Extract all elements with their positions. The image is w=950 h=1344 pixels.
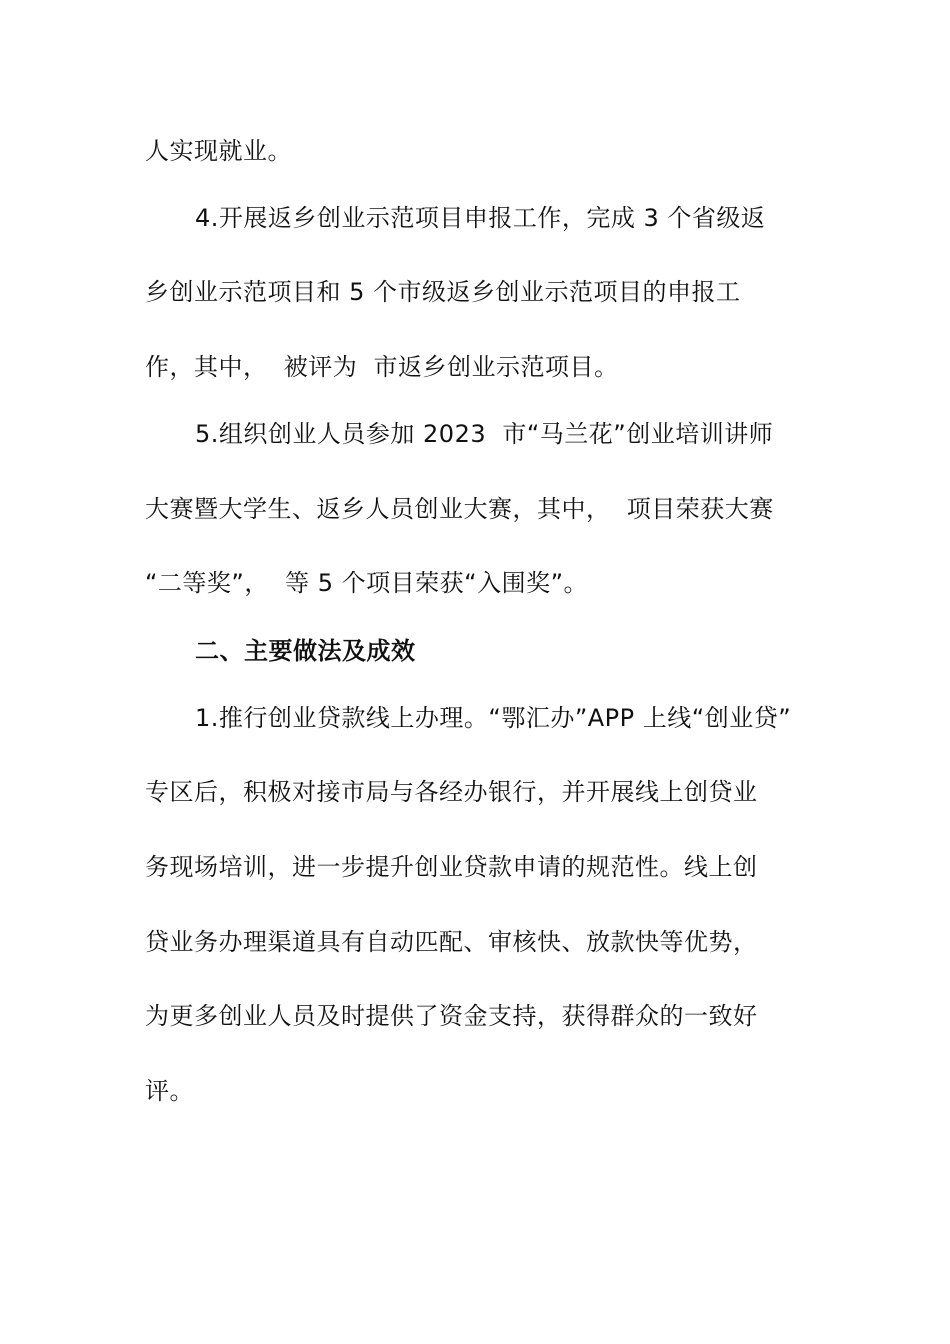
paragraph-line: 务现场培训，进一步提升创业贷款申请的规范性。线上创 [145,853,758,881]
paragraph-line: “二等奖”， 等 5 个项目荣获“入围奖”。 [145,569,589,597]
paragraph-line: 作，其中， 被评为 市返乡创业示范项目。 [145,353,619,381]
paragraph-line: 为更多创业人员及时提供了资金支持，获得群众的一致好 [145,1002,758,1030]
paragraph-line: 贷业务办理渠道具有自动匹配、审核快、放款快等优势， [145,928,758,956]
paragraph-line: 5.组织创业人员参加 2023 市“马兰花”创业培训讲师 [195,420,774,448]
paragraph-line: 4.开展返乡创业示范项目申报工作，完成 3 个省级返 [195,204,766,232]
section-heading: 二、主要做法及成效 [195,637,416,665]
paragraph-line: 人实现就业。 [145,137,292,165]
paragraph-line: 评。 [145,1077,194,1105]
paragraph-line: 专区后，积极对接市局与各经办银行，并开展线上创贷业 [145,778,758,806]
paragraph-line: 大赛暨大学生、返乡人员创业大赛，其中， 项目荣获大赛 [145,495,774,523]
paragraph-line: 1.推行创业贷款线上办理。“鄂汇办”APP 上线“创业贷” [195,704,792,732]
paragraph-line: 乡创业示范项目和 5 个市级返乡创业示范项目的申报工 [145,278,741,306]
